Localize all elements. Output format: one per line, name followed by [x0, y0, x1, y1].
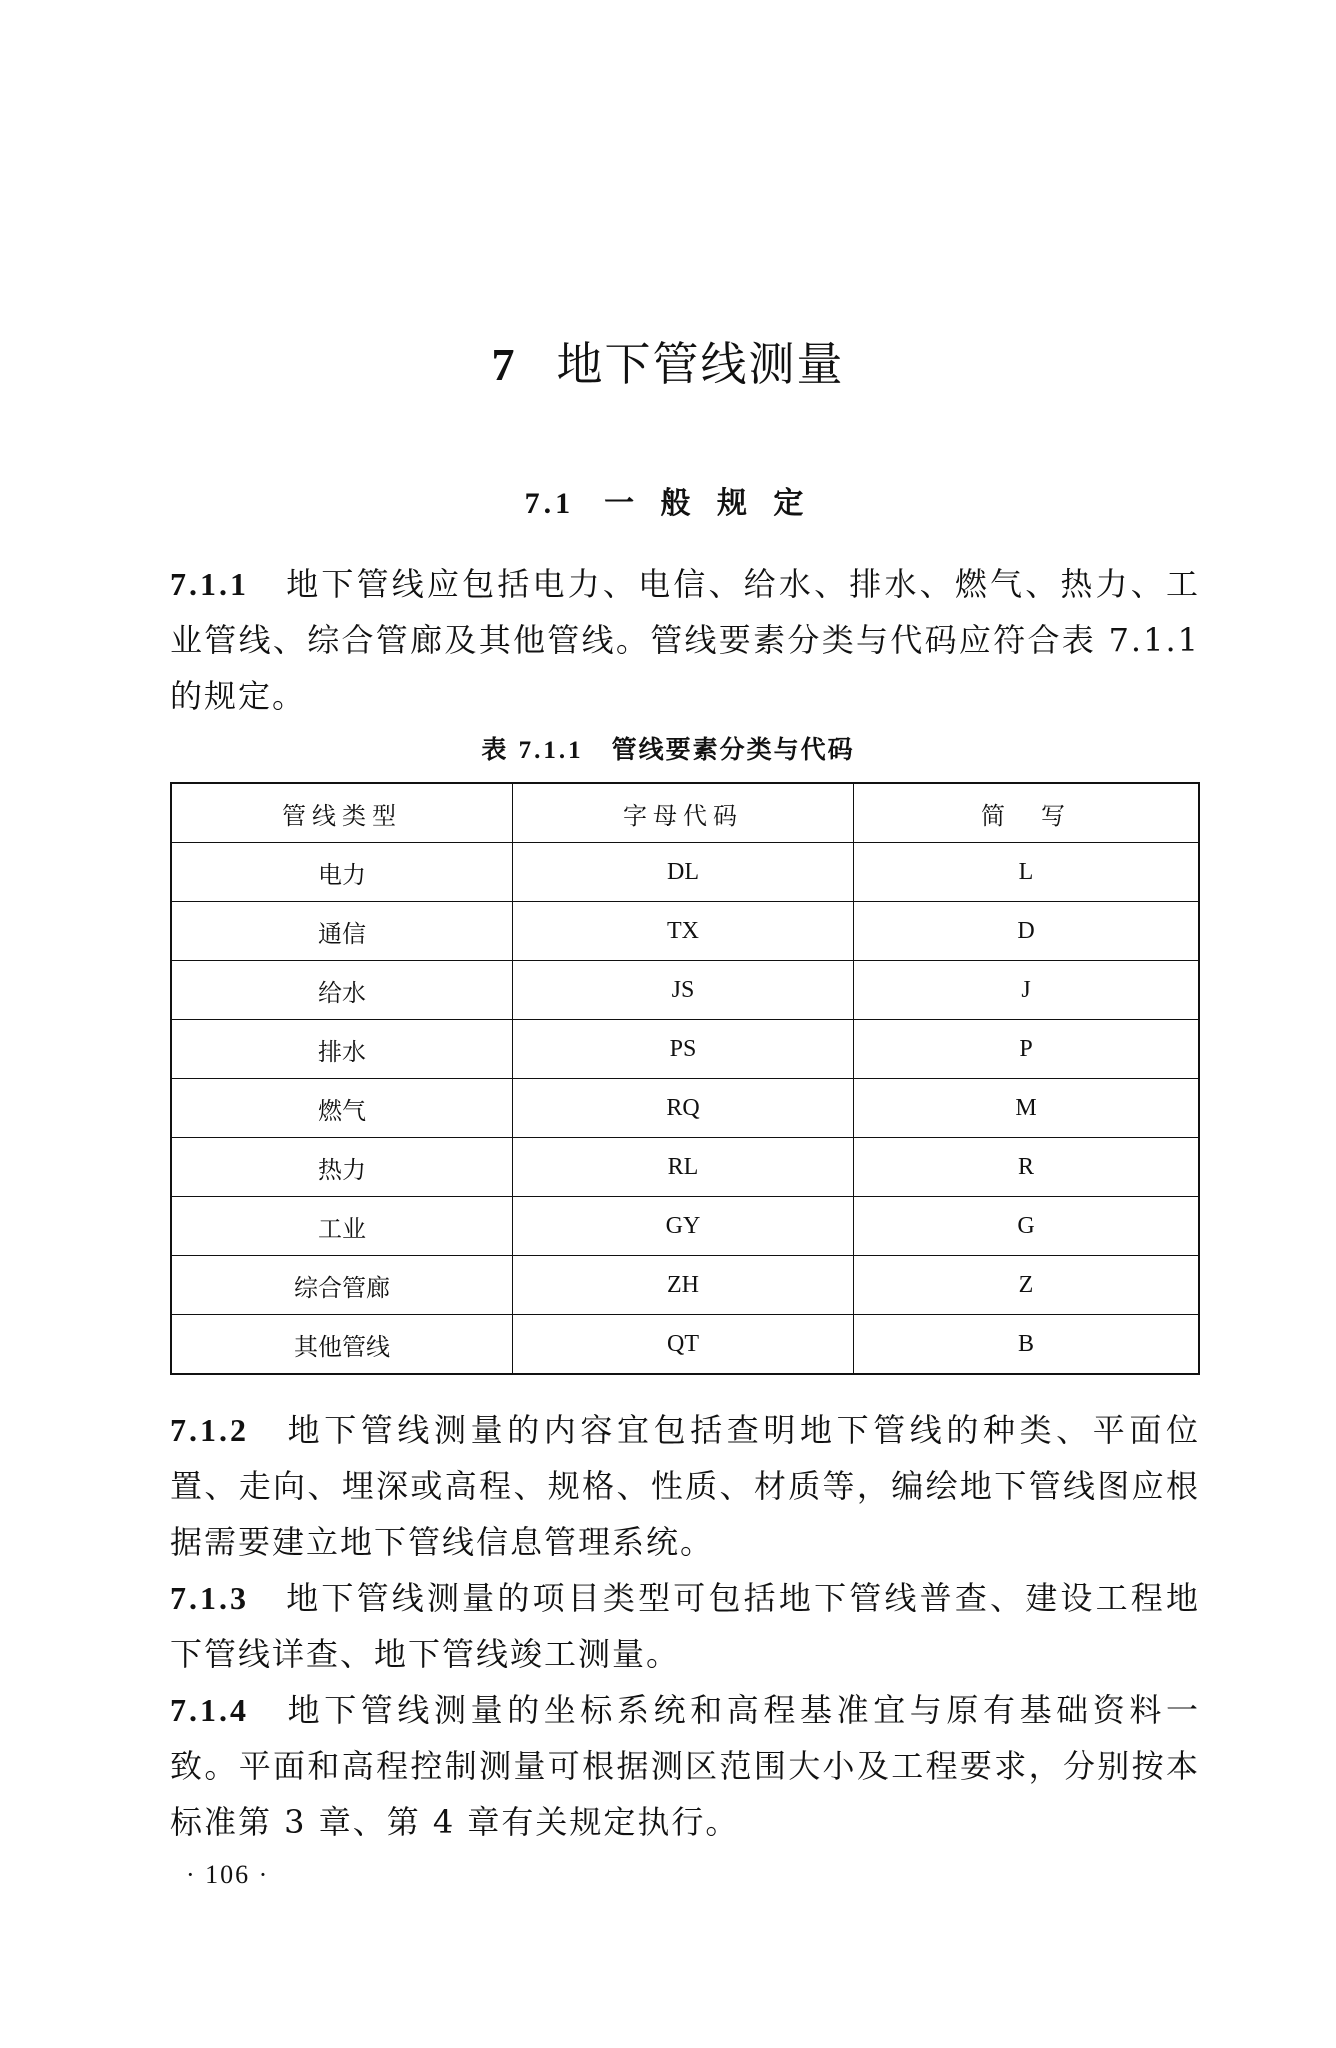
clause-paragraph: [170, 1402, 1200, 1570]
table-cell: 给水: [171, 961, 513, 1020]
clause-text: 地下管线测量的坐标系统和高程基准宜与原有基础资料一致。平面和高程控制测量可根据测区范围大小及工程要求，分别按本标准第 3 章、第 4 章有关规定执行。: [170, 1691, 1200, 1841]
table-cell: M: [854, 1079, 1200, 1138]
table-row: [171, 1197, 1199, 1256]
table-cell: 排水: [171, 1020, 513, 1079]
table-cell: R: [854, 1138, 1200, 1197]
table-cell: JS: [513, 961, 854, 1020]
table-caption-title: 管线要素分类与代码: [611, 735, 855, 764]
table-caption-number: 表 7.1.1: [481, 737, 584, 764]
table-cell: L: [854, 843, 1200, 902]
table-header-cell: 字母代码: [513, 783, 854, 843]
table-row: [171, 1020, 1199, 1079]
table-row: [171, 1079, 1199, 1138]
clause-text: 地下管线测量的项目类型可包括地下管线普查、建设工程地下管线详查、地下管线竣工测量。: [170, 1579, 1200, 1673]
clause-text: 地下管线测量的内容宜包括查明地下管线的种类、平面位置、走向、埋深或高程、规格、性质、材质等，编绘地下管线图应根据需要建立地下管线信息管理系统。: [170, 1411, 1200, 1561]
table-cell: Z: [854, 1256, 1200, 1315]
section-number: 7.1: [524, 487, 575, 520]
table-cell: PS: [513, 1020, 854, 1079]
table-cell: 电力: [171, 843, 513, 902]
table-cell: P: [854, 1020, 1200, 1079]
section-title: [0, 478, 1336, 522]
table-header-cell: 简 写: [854, 783, 1200, 843]
table-caption: [0, 730, 1336, 766]
table-cell: GY: [513, 1197, 854, 1256]
table-cell: B: [854, 1315, 1200, 1375]
table-cell: QT: [513, 1315, 854, 1375]
pipeline-code-table: [170, 782, 1200, 1375]
clause-paragraph: [170, 1682, 1200, 1850]
table-header-row: [171, 783, 1199, 843]
clause-number: 7.1.2: [170, 1412, 249, 1448]
table-header-cell: 管线类型: [171, 783, 513, 843]
clause-paragraph: [170, 1570, 1200, 1682]
chapter-number: 7: [491, 339, 517, 390]
table-row: [171, 1138, 1199, 1197]
table-cell: 综合管廊: [171, 1256, 513, 1315]
table-row: [171, 1315, 1199, 1375]
clause-number: 7.1.3: [170, 1580, 249, 1616]
section-title-text: 一 般 规 定: [604, 486, 812, 521]
table-cell: 工业: [171, 1197, 513, 1256]
clause-number: 7.1.1: [170, 566, 249, 602]
clause-paragraph: [170, 556, 1200, 724]
chapter-title-text: 地下管线测量: [556, 337, 845, 391]
table-cell: RL: [513, 1138, 854, 1197]
table-cell: ZH: [513, 1256, 854, 1315]
table-row: [171, 961, 1199, 1020]
table-row: [171, 1256, 1199, 1315]
table-cell: DL: [513, 843, 854, 902]
table-cell: G: [854, 1197, 1200, 1256]
clause-number: 7.1.4: [170, 1692, 249, 1728]
table-row: [171, 902, 1199, 961]
table-cell: 热力: [171, 1138, 513, 1197]
table-cell: J: [854, 961, 1200, 1020]
table-cell: 燃气: [171, 1079, 513, 1138]
table-cell: D: [854, 902, 1200, 961]
table-cell: 其他管线: [171, 1315, 513, 1375]
page-number: · 106 ·: [186, 1860, 270, 1889]
table-row: [171, 843, 1199, 902]
table-cell: RQ: [513, 1079, 854, 1138]
chapter-title: [0, 328, 1336, 394]
table-cell: 通信: [171, 902, 513, 961]
clause-text: 地下管线应包括电力、电信、给水、排水、燃气、热力、工业管线、综合管廊及其他管线。管线要素分类与代码应符合表 7.1.1 的规定。: [170, 565, 1200, 715]
table-cell: TX: [513, 902, 854, 961]
